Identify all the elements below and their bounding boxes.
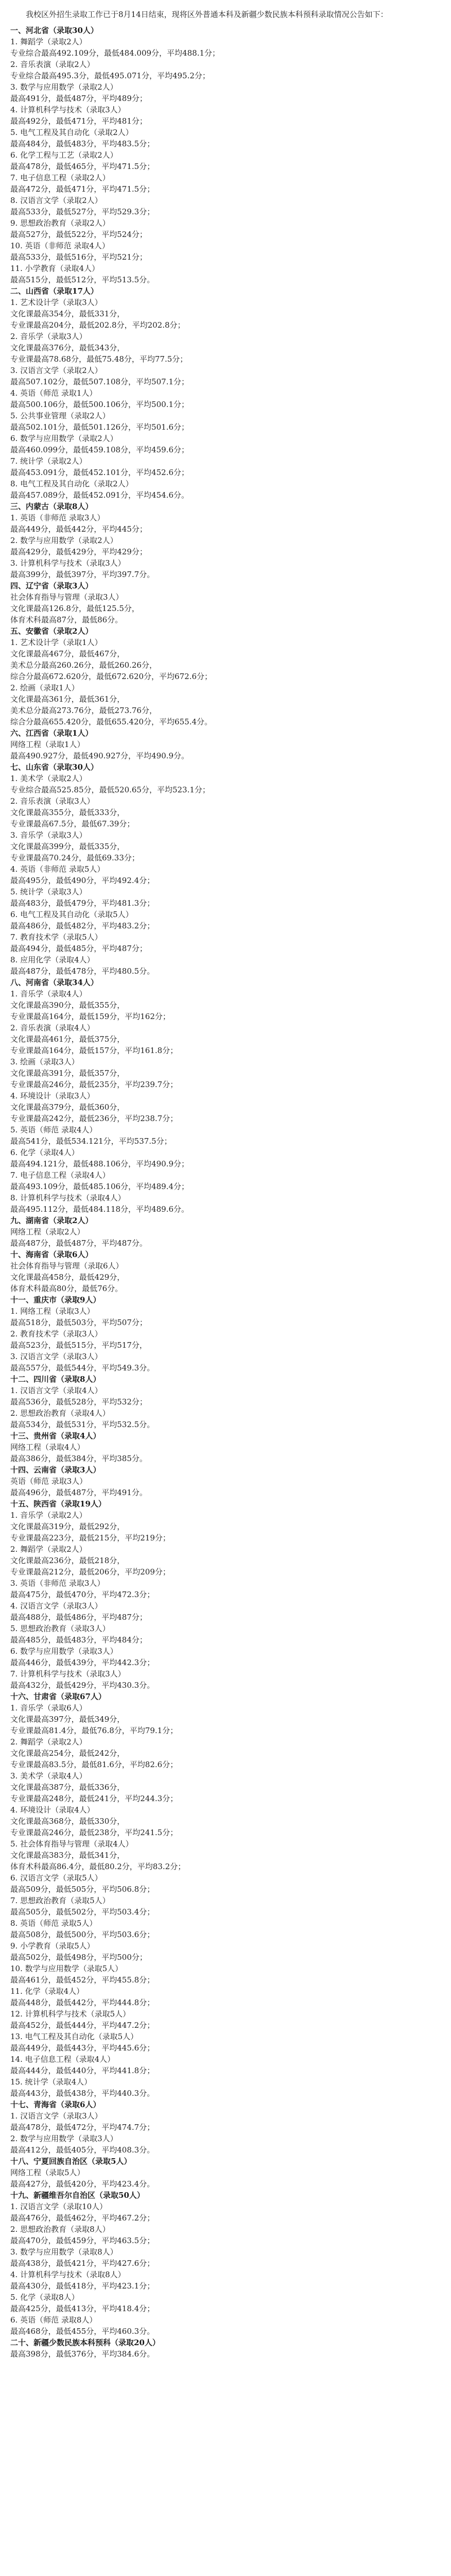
score-line: 文化课最高376分，最低343分， — [10, 343, 125, 352]
province-heading: 六、江西省（录取1人） — [10, 728, 93, 738]
score-line: 最高502分，最低498分，平均500分； — [10, 1953, 147, 1962]
score-line: 文化课最高461分，最低375分， — [10, 1035, 125, 1044]
score-line: 最高449分，最低443分，平均445.6分； — [10, 2043, 155, 2053]
score-line: 最高457.089分，最低452.091分，平均454.6分。 — [10, 490, 189, 500]
major-title: 11. 小学教育（录取4人） — [10, 264, 100, 273]
major-title: 2. 教育技术学（录取3人） — [10, 1329, 102, 1338]
score-line: 最高446分，最低439分，平均442.3分； — [10, 1658, 155, 1667]
major-title: 1. 舞蹈学（录取2人） — [10, 37, 87, 46]
score-line: 最高475分，最低470分，平均472.3分； — [10, 1590, 155, 1599]
score-line: 最高386分，最低384分，平均385分。 — [10, 1454, 147, 1463]
score-line: 文化课最高458分，最低429分， — [10, 1273, 125, 1282]
major-title: 3. 数学与应用数学（录取2人） — [10, 82, 118, 92]
score-line: 最高495.112分，最低484.118分，平均489.6分。 — [10, 1205, 189, 1214]
score-line: 文化课最高126.8分，最低125.5分， — [10, 604, 140, 613]
major-title: 4. 英语（师范 录取1人） — [10, 388, 97, 398]
score-line: 专业课最高164分，最低159分，平均162分； — [10, 1012, 170, 1021]
major-title: 7. 思想政治教育（录取5人） — [10, 1896, 110, 1905]
major-title: 9. 思想政治教育（录取2人） — [10, 218, 110, 228]
score-line: 最高429分，最低429分，平均429分； — [10, 547, 147, 556]
score-line: 最高507.102分，最低507.108分，平均507.1分； — [10, 377, 189, 386]
major-title: 6. 数学与应用数学（录取2人） — [10, 434, 118, 443]
major-title: 7. 电子信息工程（录取2人） — [10, 173, 110, 182]
score-line: 体育术科最高80分，最低76分。 — [10, 1284, 123, 1293]
major-title: 8. 英语（师范 录取5人） — [10, 1919, 97, 1928]
score-line: 最高505分，最低502分，平均503.4分； — [10, 1907, 155, 1917]
major-title: 8. 电气工程及其自动化（录取2人） — [10, 479, 133, 488]
major-title: 1. 汉语言文学（录取3人） — [10, 2111, 102, 2121]
score-line: 最高536分，最低528分，平均532分； — [10, 1397, 147, 1406]
score-line: 最高491分，最低487分，平均489分； — [10, 94, 147, 103]
score-line: 专业课最高246分，最低238分，平均241.5分； — [10, 1828, 178, 1837]
province-heading: 十、海南省（录取6人） — [10, 1250, 93, 1259]
score-line: 最高449分，最低442分，平均445分； — [10, 524, 147, 534]
province-heading: 七、山东省（录取30人） — [10, 762, 98, 772]
major-title: 5. 公共事业管理（录取2人） — [10, 411, 110, 420]
major-title: 2. 舞蹈学（录取2人） — [10, 1545, 87, 1554]
major-title: 1. 音乐学（录取4人） — [10, 989, 87, 998]
major-title: 5. 社会体育指导与管理（录取4人） — [10, 1839, 133, 1849]
major-title: 5. 化学（录取8人） — [10, 2293, 79, 2302]
province-heading: 九、湖南省（录取2人） — [10, 1216, 93, 1225]
score-line: 最高534分，最低531分，平均532.5分。 — [10, 1420, 155, 1429]
score-line: 最高460.099分，最低459.108分，平均459.6分； — [10, 445, 189, 454]
score-line: 专业综合最高495.3分，最低495.071分，平均495.2分； — [10, 71, 210, 80]
score-line: 美术总分最高260.26分，最低260.26分， — [10, 660, 157, 670]
score-line: 专业课最高204分，最低202.8分，平均202.8分； — [10, 320, 185, 330]
score-line: 社会体育指导与管理（录取3人） — [10, 592, 124, 602]
score-line: 最高500.106分，最低500.106分，平均500.1分； — [10, 400, 189, 409]
major-title: 7. 教育技术学（录取5人） — [10, 933, 102, 942]
major-title: 3. 汉语言文学（录取2人） — [10, 366, 102, 375]
score-line: 体育术科最高87分，最低86分。 — [10, 615, 123, 624]
score-line: 最高495分，最低490分，平均492.4分； — [10, 876, 155, 885]
score-line: 最高557分，最低544分，平均549.3分。 — [10, 1363, 155, 1372]
major-title: 1. 音乐学（录取6人） — [10, 1703, 87, 1713]
major-title: 6. 化学（录取4人） — [10, 1148, 79, 1157]
major-title: 2. 数学与应用数学（录取2人） — [10, 536, 118, 545]
major-title: 8. 计算机科学与技术（录取4人） — [10, 1193, 126, 1202]
major-title: 13. 电气工程及其自动化（录取5人） — [10, 2032, 138, 2041]
province-heading: 十二、四川省（录取8人） — [10, 1375, 101, 1384]
score-line: 最高492分，最低471分，平均481分； — [10, 116, 147, 126]
score-line: 专业课最高246分，最低235分，平均239.7分； — [10, 1080, 178, 1089]
major-title: 2. 音乐表演（录取3人） — [10, 796, 95, 806]
score-line: 最高468分，最低455分，平均460.3分。 — [10, 2327, 155, 2336]
score-line: 网络工程（录取2人） — [10, 1227, 85, 1236]
score-line: 文化课最高399分，最低335分， — [10, 842, 125, 851]
major-title: 1. 音乐学（录取2人） — [10, 1511, 87, 1520]
major-title: 6. 汉语言文学（录取5人） — [10, 1873, 102, 1883]
province-heading: 八、河南省（录取34人） — [10, 978, 98, 987]
major-title: 8. 汉语言文学（录取2人） — [10, 196, 102, 205]
major-title: 1. 网络工程（录取3人） — [10, 1307, 95, 1316]
major-title: 3. 数学与应用数学（录取8人） — [10, 2247, 118, 2257]
major-title: 10. 英语（非师范 录取4人） — [10, 241, 110, 250]
province-heading: 三、内蒙古（录取8人） — [10, 502, 93, 511]
score-line: 文化课最高236分，最低218分， — [10, 1556, 125, 1565]
score-line: 最高487分，最低478分，平均480.5分。 — [10, 967, 155, 976]
province-heading: 十一、重庆市（录取9人） — [10, 1295, 101, 1304]
major-title: 5. 电气工程及其自动化（录取2人） — [10, 128, 133, 137]
score-line: 文化课最高397分，最低349分， — [10, 1715, 125, 1724]
major-title: 2. 思想政治教育（录取8人） — [10, 2225, 110, 2234]
major-title: 5. 统计学（录取3人） — [10, 887, 87, 896]
score-line: 文化课最高368分，最低330分， — [10, 1817, 125, 1826]
intro-paragraph: 我校区外招生录取工作已于8月14日结束，现将区外普通本科及新疆少数民族本科预科录取情况公告如下： — [26, 10, 388, 19]
admission-list — [10, 25, 441, 2360]
score-line: 文化课最高387分，最低336分， — [10, 1783, 125, 1792]
major-title: 4. 计算机科学与技术（录取3人） — [10, 105, 126, 114]
major-title: 14. 电子信息工程（录取4人） — [10, 2055, 115, 2064]
province-heading: 五、安徽省（录取2人） — [10, 626, 93, 636]
score-line: 最高494.121分，最低488.106分，平均490.9分； — [10, 1159, 189, 1168]
major-title: 4. 计算机科学与技术（录取8人） — [10, 2270, 126, 2279]
province-heading: 二十、新疆少数民族本科预科（录取20人） — [10, 2338, 160, 2347]
major-title: 3. 绘画（录取3人） — [10, 1057, 79, 1066]
score-line: 最高493.109分，最低485.106分，平均489.4分； — [10, 1182, 189, 1191]
score-line: 最高432分，最低429分，平均430.3分。 — [10, 1681, 155, 1690]
score-line: 最高486分，最低482分，平均483.2分； — [10, 921, 155, 930]
major-title: 7. 统计学（录取2人） — [10, 456, 87, 466]
score-line: 文化课最高354分，最低331分， — [10, 309, 125, 318]
major-title: 8. 应用化学（录取4人） — [10, 955, 95, 964]
major-title: 4. 环境设计（录取4人） — [10, 1805, 95, 1815]
major-title: 3. 英语（非师范 录取3人） — [10, 1579, 105, 1588]
major-title: 4. 汉语言文学（录取3人） — [10, 1601, 102, 1611]
score-line: 最高494分，最低485分，平均487分； — [10, 944, 147, 953]
score-line: 专业课最高248分，最低241分，平均244.3分； — [10, 1794, 178, 1803]
major-title: 1. 汉语言文学（录取4人） — [10, 1386, 102, 1395]
major-title: 2. 音乐学（录取3人） — [10, 332, 87, 341]
score-line: 专业课最高67.5分，最低67.39分； — [10, 819, 135, 828]
major-title: 2. 舞蹈学（录取2人） — [10, 1737, 87, 1747]
major-title: 6. 化学工程与工艺（录取2人） — [10, 150, 118, 160]
major-title: 2. 思想政治教育（录取4人） — [10, 1409, 110, 1418]
major-title: 1. 英语（非师范 录取3人） — [10, 513, 105, 522]
score-line: 最高452分，最低444分，平均447.2分； — [10, 2021, 155, 2030]
score-line: 专业综合最高525.85分，最低520.65分，平均523.1分； — [10, 785, 210, 794]
score-line: 专业课最高81.4分，最低76.8分，平均79.1分； — [10, 1726, 178, 1735]
score-line: 网络工程（录取1人） — [10, 740, 85, 749]
score-line: 文化课最高361分，最低361分， — [10, 694, 125, 704]
major-title: 1. 艺术设计学（录取3人） — [10, 298, 102, 307]
major-title: 1. 汉语言文学（录取10人） — [10, 2202, 108, 2211]
score-line: 最高399分，最低397分，平均397.7分。 — [10, 570, 155, 579]
major-title: 1. 艺术设计学（录取1人） — [10, 638, 102, 647]
major-title: 9. 小学教育（录取5人） — [10, 1941, 95, 1951]
major-title: 3. 计算机科学与技术（录取3人） — [10, 558, 126, 568]
score-line: 文化课最高390分，最低355分， — [10, 1001, 125, 1010]
major-title: 2. 数学与应用数学（录取3人） — [10, 2134, 118, 2143]
major-title: 7. 电子信息工程（录取4人） — [10, 1171, 110, 1180]
score-line: 专业综合最高492.109分，最低484.009分，平均488.1分； — [10, 48, 220, 58]
province-heading: 二、山西省（录取17人） — [10, 286, 98, 296]
major-title: 5. 思想政治教育（录取3人） — [10, 1624, 110, 1633]
score-line: 最高444分，最低440分，平均441.8分； — [10, 2066, 155, 2075]
score-line: 最高527分，最低522分，平均524分； — [10, 230, 147, 239]
score-line: 专业课最高70.24分，最低69.33分； — [10, 853, 140, 862]
score-line: 最高472分，最低471分，平均471.5分； — [10, 184, 155, 194]
province-heading: 十三、贵州省（录取4人） — [10, 1431, 101, 1440]
score-line: 文化课最高319分，最低292分， — [10, 1522, 125, 1531]
score-line: 文化课最高254分，最低242分， — [10, 1749, 125, 1758]
province-heading: 十九、新疆维吾尔自治区（录取50人） — [10, 2191, 145, 2200]
province-heading: 一、河北省（录取30人） — [10, 26, 98, 35]
score-line: 最高443分，最低438分，平均440.3分。 — [10, 2089, 155, 2098]
score-line: 最高461分，最低452分，平均455.8分； — [10, 1975, 155, 1985]
major-title: 6. 英语（师范 录取8人） — [10, 2315, 97, 2325]
score-line: 最高425分，最低413分，平均418.4分； — [10, 2304, 155, 2313]
major-title: 5. 英语（师范 录取4人） — [10, 1125, 97, 1134]
score-line: 文化课最高355分，最低333分， — [10, 808, 125, 817]
score-line: 专业课最高242分，最低236分，平均238.7分； — [10, 1114, 178, 1123]
score-line: 最高485分，最低483分，平均484分； — [10, 1635, 147, 1645]
province-heading: 十四、云南省（录取3人） — [10, 1465, 101, 1475]
major-title: 6. 电气工程及其自动化（录取5人） — [10, 910, 133, 919]
major-title: 3. 美术学（录取4人） — [10, 1771, 87, 1781]
score-line: 专业课最高164分，最低157分，平均161.8分； — [10, 1046, 178, 1055]
score-line: 最高478分，最低465分，平均471.5分； — [10, 162, 155, 171]
score-line: 最高541分，最低534.121分，平均537.5分； — [10, 1137, 172, 1146]
score-line: 最高398分，最低376分，平均384.6分。 — [10, 2349, 155, 2359]
score-line: 综合分最高655.420分，最低655.420分，平均655.4分。 — [10, 717, 213, 726]
score-line: 最高412分，最低405分，平均408.3分。 — [10, 2145, 155, 2155]
province-heading: 十七、青海省（录取6人） — [10, 2100, 101, 2109]
score-line: 文化课最高383分，最低341分， — [10, 1851, 125, 1860]
score-line: 专业课最高212分，最低206分，平均209分； — [10, 1567, 170, 1577]
score-line: 最高502.101分，最低501.126分，平均501.6分； — [10, 422, 189, 432]
major-title: 7. 计算机科学与技术（录取3人） — [10, 1669, 126, 1679]
score-line: 综合分最高672.620分，最低672.620分，平均672.6分； — [10, 672, 213, 681]
score-line: 最高508分，最低500分，平均503.6分； — [10, 1930, 155, 1939]
score-line: 专业课最高223分，最低215分，平均219分； — [10, 1533, 170, 1543]
major-title: 3. 汉语言文学（录取3人） — [10, 1352, 102, 1361]
score-line: 最高533分，最低527分，平均529.3分； — [10, 207, 155, 216]
score-line: 文化课最高379分，最低360分， — [10, 1103, 125, 1112]
province-heading: 四、辽宁省（录取3人） — [10, 581, 93, 590]
major-title: 11. 化学（录取4人） — [10, 1987, 84, 1996]
score-line: 最高483分，最低479分，平均481.3分； — [10, 899, 155, 908]
major-title: 2. 绘画（录取1人） — [10, 683, 79, 692]
score-line: 最高487分，最低487分，平均487分。 — [10, 1239, 147, 1248]
score-line: 最高438分，最低421分，平均427.6分； — [10, 2259, 155, 2268]
score-line: 专业课最高78.68分，最低75.48分，平均77.5分； — [10, 354, 188, 364]
score-line: 文化课最高467分，最低467分， — [10, 649, 125, 658]
score-line: 文化课最高391分，最低357分， — [10, 1069, 125, 1078]
score-line: 最高533分，最低516分，平均521分； — [10, 252, 147, 262]
score-line: 最高515分，最低512分，平均513.5分。 — [10, 275, 155, 284]
score-line: 专业课最高83.5分，最低81.6分，平均82.6分； — [10, 1760, 178, 1769]
major-title: 2. 音乐表演（录取2人） — [10, 60, 95, 69]
score-line: 最高484分，最低483分，平均483.5分； — [10, 139, 155, 148]
score-line: 最高430分，最低418分，平均423.1分； — [10, 2281, 155, 2291]
score-line: 最高488分，最低486分，平均487分； — [10, 1613, 147, 1622]
score-line: 最高448分，最低442分，平均444.8分； — [10, 1998, 155, 2007]
score-line: 最高518分，最低503分，平均507分； — [10, 1318, 147, 1327]
score-line: 最高496分，最低487分，平均491分。 — [10, 1488, 147, 1497]
score-line: 最高453.091分，最低452.101分，平均452.6分； — [10, 468, 189, 477]
major-title: 6. 数学与应用数学（录取3人） — [10, 1647, 118, 1656]
score-line: 最高476分，最低462分，平均467.2分； — [10, 2213, 155, 2223]
score-line: 体育术科最高86.4分，最低80.2分，平均83.2分； — [10, 1862, 186, 1871]
score-line: 最高427分，最低420分，平均423.4分。 — [10, 2179, 155, 2189]
major-title: 4. 环境设计（录取3人） — [10, 1091, 95, 1100]
score-line: 最高490.927分，最低490.927分，平均490.9分。 — [10, 751, 189, 760]
major-title: 12. 计算机科学与技术（录取5人） — [10, 2009, 131, 2019]
province-heading: 十六、甘肃省（录取67人） — [10, 1692, 106, 1701]
province-heading: 十五、陕西省（录取19人） — [10, 1499, 106, 1509]
score-line: 社会体育指导与管理（录取6人） — [10, 1261, 124, 1270]
major-title: 4. 英语（非师范 录取5人） — [10, 865, 105, 874]
score-line: 网络工程（录取4人） — [10, 1443, 85, 1452]
score-line: 最高523分，最低515分，平均517分， — [10, 1341, 147, 1350]
score-line: 最高470分，最低459分，平均463.5分； — [10, 2236, 155, 2245]
score-line: 英语（师范 录取3人） — [10, 1477, 88, 1486]
major-title: 1. 美术学（录取2人） — [10, 774, 87, 783]
major-title: 2. 音乐表演（录取4人） — [10, 1023, 95, 1032]
province-heading: 十八、宁夏回族自治区（录取5人） — [10, 2157, 132, 2166]
score-line: 网络工程（录取5人） — [10, 2168, 85, 2177]
score-line: 美术总分最高273.76分，最低273.76分， — [10, 706, 157, 715]
score-line: 最高478分，最低472分，平均474.7分； — [10, 2123, 155, 2132]
major-title: 15. 统计学（录取4人） — [10, 2077, 92, 2087]
score-line: 最高509分，最低505分，平均506.8分； — [10, 1885, 155, 1894]
major-title: 3. 音乐学（录取3人） — [10, 831, 87, 840]
major-title: 10. 数学与应用数学（录取5人） — [10, 1964, 123, 1973]
